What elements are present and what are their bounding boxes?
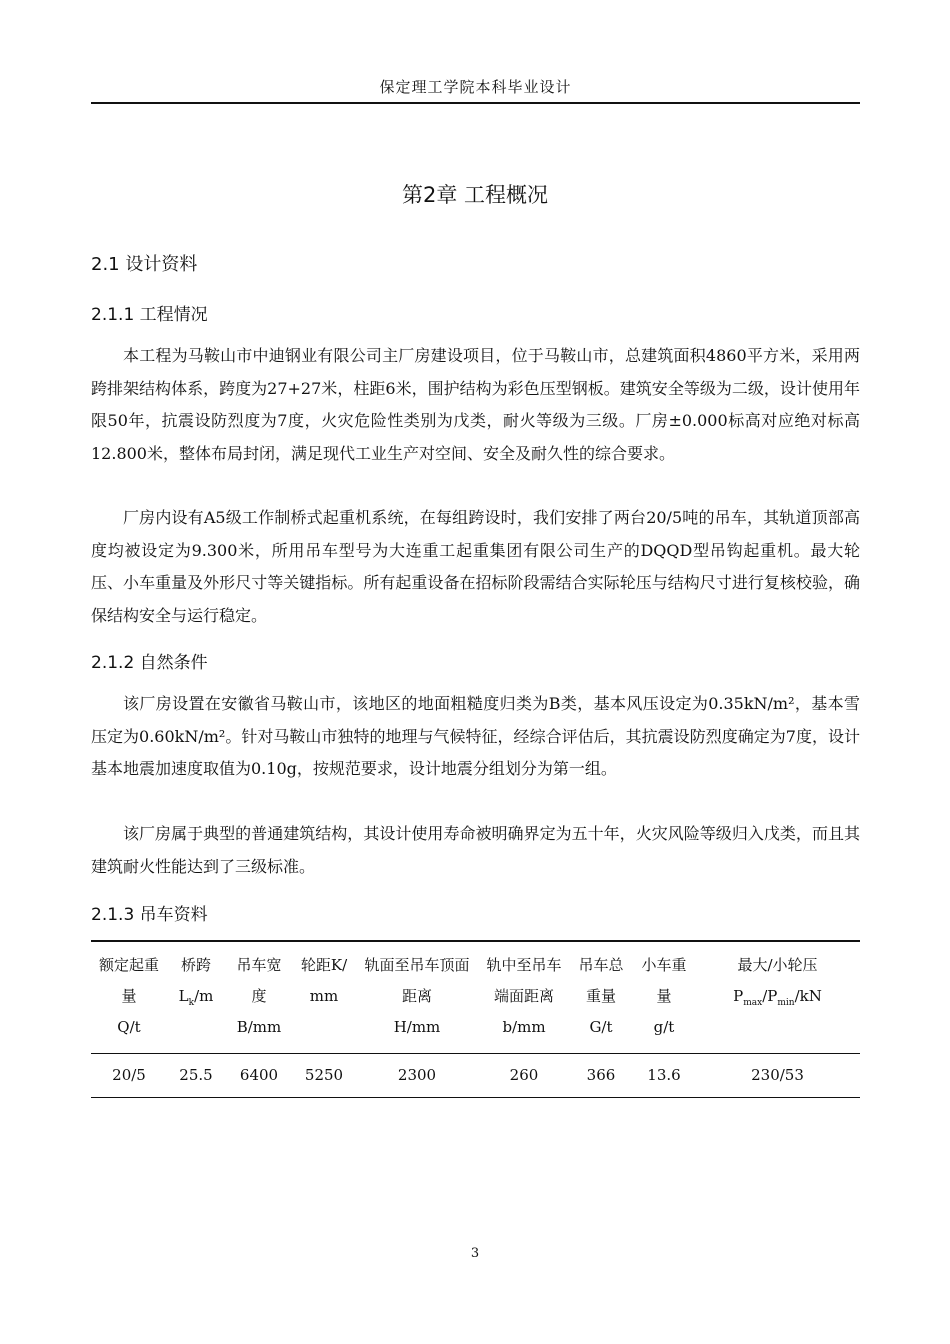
section-2-1-2-heading: 2.1.2 自然条件 <box>91 653 208 673</box>
column-header-bridge-span: 桥跨 $L_k/m$ <box>178 956 214 1008</box>
table-cell: 25.5 <box>179 1066 213 1084</box>
column-header-trolley-weight: 小车重 量 g/t <box>641 956 687 1036</box>
section-2-1-2-paragraph-2: 该厂房属于典型的普通建筑结构，其设计使用寿命被明确界定为五十年，火灾风险等级归入戊类，而且其建筑耐火性能达到了三级标准。 <box>91 824 860 876</box>
table-cell: 20/5 <box>112 1066 146 1084</box>
table-cell: 5250 <box>304 1066 344 1084</box>
running-header <box>91 76 860 104</box>
column-header-wheel-base: 轮距K/ mm <box>300 956 348 1005</box>
section-2-1-1-paragraph-2: 厂房内设有A5级工作制桥式起重机系统，在每组跨设时，我们安排了两台20/5吨的吊车，其轨道顶部高度均被设定为9.300米，所用吊车型号为大连重工起重集团有限公司生产的DQQD型吊钩起重机。最大轮压、小车重量及外形尺寸等关键指标。所有起重设备在招标阶段需结合实际轮压与结构尺寸进行复核校验，确保结构安全与运行稳定。 <box>91 508 860 625</box>
chapter-title: 第2章 工程概况 <box>401 183 549 207</box>
table-row <box>91 1054 860 1098</box>
crane-data-table <box>91 940 860 1098</box>
section-2-1-2-paragraph-1: 该厂房设置在安徽省马鞍山市，该地区的地面粗糙度归类为B类，基本风压设定为0.35kN/m²，基本雪压定为0.60kN/m²。针对马鞍山市独特的地理与气候特征，经综合评估后，其抗震设防烈度确定为7度，设计基本地震加速度取值为0.10g，按规范要求，设计地震分组划分为第一组。 <box>91 694 860 778</box>
table-header-row <box>91 941 860 1054</box>
column-header-rated-capacity: 额定起重 量 Q/t <box>98 956 159 1036</box>
table-cell: 6400 <box>239 1066 279 1084</box>
column-header-crane-total-weight: 吊车总 重量 G/t <box>578 956 624 1036</box>
section-2-1-1-paragraph-1: 本工程为马鞍山市中迪钢业有限公司主厂房建设项目，位于马鞍山市，总建筑面积4860平方米，采用两跨排架结构体系，跨度为27+27米，柱距6米，围护结构为彩色压型钢板。建筑安全等级为二级，设计使用年限50年，抗震设防烈度为7度，火灾危险性类别为戊类，耐火等级为三级。厂房±0.000标高对应绝对标高12.800米，整体布局封闭，满足现代工业生产对空间、安全及耐久性的综合要求。 <box>91 346 860 463</box>
column-header-rail-to-top-distance: 轨面至吊车顶面 距离 H/mm <box>364 956 470 1036</box>
column-header-rail-center-to-end-distance: 轨中至吊车 端面距离 b/mm <box>486 956 562 1036</box>
table-cell: 2300 <box>397 1066 437 1084</box>
table-cell: 230/53 <box>751 1066 804 1084</box>
column-header-crane-width: 吊车宽 度 B/mm <box>236 956 282 1036</box>
section-2-1-heading: 2.1 设计资料 <box>91 254 198 275</box>
table-cell: 260 <box>509 1066 539 1084</box>
table-cell: 13.6 <box>647 1066 681 1084</box>
table-cell: 366 <box>586 1066 616 1084</box>
section-2-1-3-heading: 2.1.3 吊车资料 <box>91 905 208 925</box>
page-number: 3 <box>470 1246 480 1261</box>
running-header-title: 保定理工学院本科毕业设计 <box>379 78 572 96</box>
column-header-wheel-pressure: 最大/小轮压 $P_{max}/P_{min}/kN$ <box>733 956 822 1008</box>
section-2-1-1-heading: 2.1.1 工程情况 <box>91 305 208 325</box>
